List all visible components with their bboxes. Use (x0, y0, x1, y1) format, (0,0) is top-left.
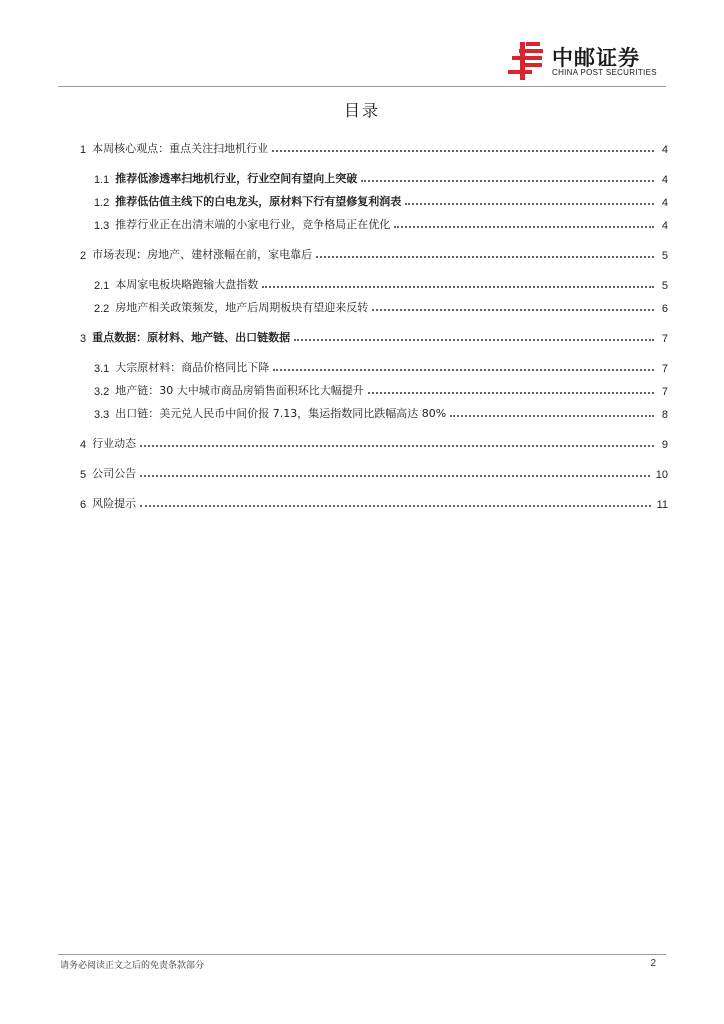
toc-entry-title: 房地产相关政策频发，地产后周期板块有望迎来反转 (115, 301, 369, 314)
toc-entry-title: 公司公告 (92, 467, 137, 480)
header-divider (58, 86, 666, 87)
brand-name-cn: 中邮证券 (552, 46, 640, 70)
toc-entry-title: 本周家电板块略跑输大盘指数 (115, 278, 259, 291)
dot-leader (140, 475, 650, 477)
toc-entry-title: 大宗原材料：商品价格同比下降 (115, 361, 270, 374)
toc-entry-title: 行业动态 (92, 437, 137, 450)
toc-entry[interactable] (94, 166, 668, 186)
toc-entry-number: 2 (80, 250, 87, 262)
toc-entry-page: 5 (661, 280, 668, 292)
toc-entry-page: 4 (661, 174, 668, 186)
toc-entry-number: 3 (80, 333, 87, 345)
toc-entry-number: 2.1 (94, 280, 110, 292)
toc-entry-title: 本周核心观点：重点关注扫地机行业 (92, 142, 269, 155)
toc-entry-page: 5 (661, 250, 668, 262)
toc-entry[interactable] (94, 295, 668, 315)
page-header (58, 40, 666, 86)
toc-entry-title: 推荐行业正在出清末端的小家电行业，竞争格局正在优化 (115, 218, 391, 231)
toc-entry[interactable] (80, 491, 668, 511)
dot-leader (405, 203, 654, 205)
dot-leader (372, 309, 654, 311)
toc-entry-page: 4 (661, 197, 668, 209)
dot-leader (262, 286, 654, 288)
toc-entry-page: 7 (661, 333, 668, 345)
china-post-logo-icon (506, 40, 546, 82)
toc-entry[interactable] (80, 136, 668, 156)
toc-entry-title: 地产链：30 大中城市商品房销售面积环比大幅提升 (115, 384, 364, 397)
toc-entry[interactable] (80, 431, 668, 451)
toc-entry-title: 风险提示 (92, 497, 137, 510)
toc-entry[interactable] (94, 378, 668, 398)
toc-entry-number: 1.3 (94, 220, 110, 232)
dot-leader (294, 339, 654, 341)
toc-entry[interactable] (94, 212, 668, 232)
dot-leader (394, 226, 654, 228)
toc-entry[interactable] (94, 401, 668, 421)
toc-entry-number: 1.2 (94, 197, 110, 209)
toc-entry-number: 1.1 (94, 174, 110, 186)
toc-entry-title: 推荐低渗透率扫地机行业，行业空间有望向上突破 (115, 172, 358, 185)
toc-entry-number: 4 (80, 439, 87, 451)
toc-entry-title: 市场表现：房地产、建材涨幅在前，家电靠后 (92, 248, 313, 261)
toc-entry[interactable] (80, 242, 668, 262)
toc-entry-page: 4 (661, 144, 668, 156)
toc-entry[interactable] (94, 189, 668, 209)
toc-entry[interactable] (94, 355, 668, 375)
toc-entry-page: 8 (661, 409, 668, 421)
brand-name-en: CHINA POST SECURITIES (552, 68, 657, 77)
toc-entry[interactable] (94, 272, 668, 292)
toc-entry-title: 重点数据：原材料、地产链、出口链数据 (92, 331, 291, 344)
toc-entry-number: 1 (80, 144, 87, 156)
toc-entry-number: 5 (80, 469, 87, 481)
toc-entry-number: 2.2 (94, 303, 110, 315)
toc-entry-number: 3.2 (94, 386, 110, 398)
footer-divider (58, 954, 666, 955)
toc-entry[interactable] (80, 325, 668, 345)
toc-entry-page: 4 (661, 220, 668, 232)
company-logo (506, 40, 666, 82)
dot-leader (272, 150, 654, 152)
toc-entry-page: 7 (661, 386, 668, 398)
dot-leader (361, 180, 654, 182)
dot-leader (140, 445, 654, 447)
page-number: 2 (650, 958, 656, 969)
dot-leader (316, 256, 654, 258)
toc-entry-page: 11 (656, 499, 668, 511)
toc-entry[interactable] (80, 461, 668, 481)
toc-entry-page: 9 (661, 439, 668, 451)
dot-leader (368, 392, 654, 394)
dot-leader (450, 415, 654, 417)
toc-entry-number: 3.1 (94, 363, 110, 375)
toc-entry-title: 出口链：美元兑人民币中间价报 7.13，集运指数同比跌幅高达 80% (115, 407, 447, 420)
toc-entry-page: 6 (661, 303, 668, 315)
toc-title: 目录 (343, 101, 380, 120)
toc-entry-page: 7 (661, 363, 668, 375)
dot-leader (273, 369, 654, 371)
dot-leader (140, 505, 650, 507)
toc-entry-page: 10 (655, 469, 668, 481)
toc-entry-number: 6 (80, 499, 87, 511)
footer-disclaimer: 请务必阅读正文之后的免责条款部分 (60, 961, 205, 971)
toc-entry-number: 3.3 (94, 409, 110, 421)
toc-entry-title: 推荐低估值主线下的白电龙头，原材料下行有望修复利润表 (115, 195, 402, 208)
